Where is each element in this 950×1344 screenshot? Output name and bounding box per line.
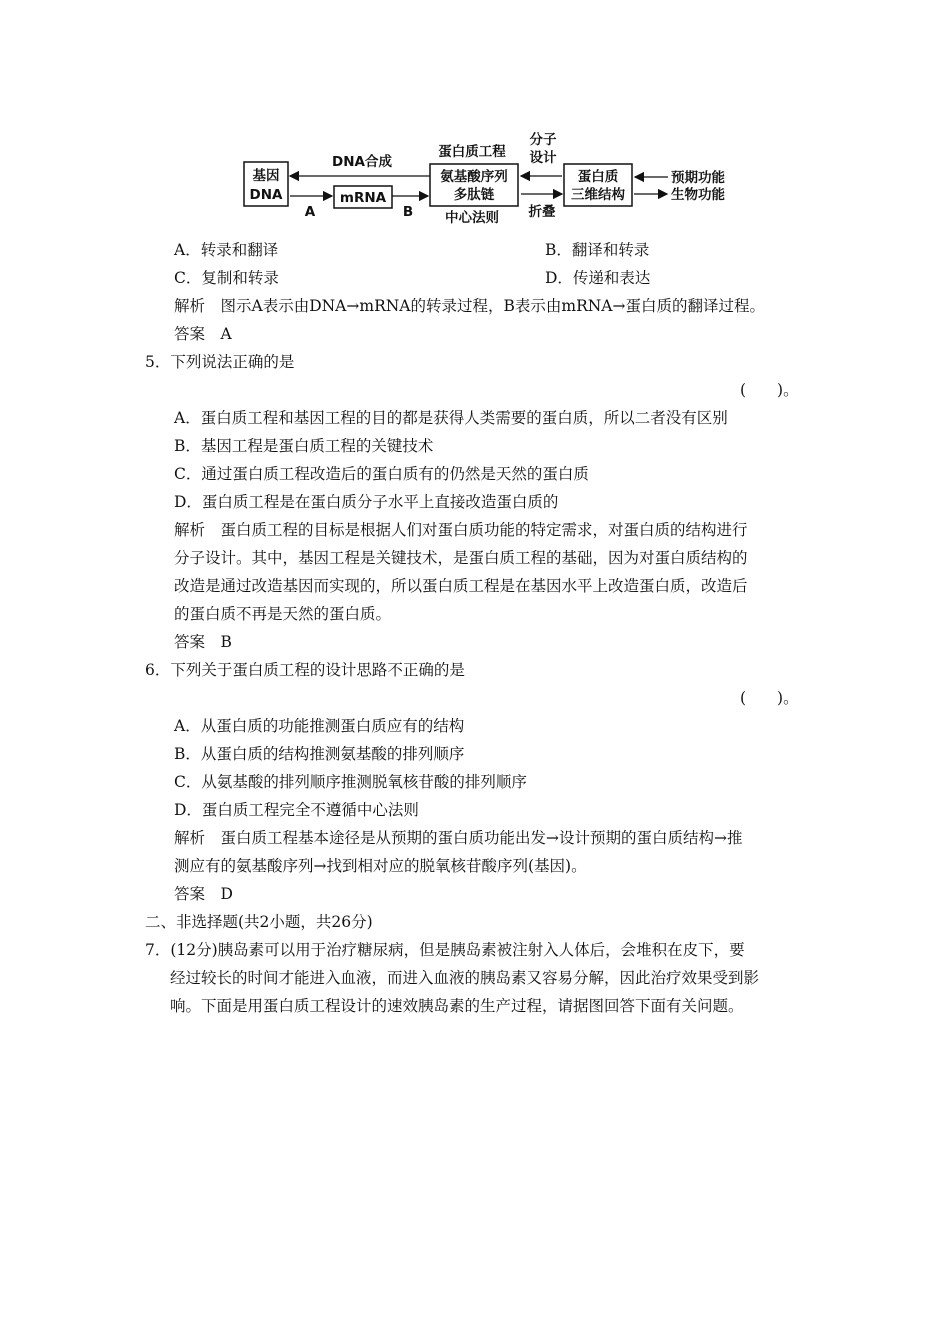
design-label: 设计 [529, 150, 557, 166]
protein-eng-label: 蛋白质工程 [438, 144, 506, 160]
q5-stem: 5．下列说法正确的是 [145, 353, 295, 371]
dna-synth-label: DNA合成 [332, 154, 392, 170]
q4-option-a: A．转录和翻译 [174, 241, 279, 259]
q5-bracket: ( )。 [740, 381, 799, 399]
q5-option-a: A．蛋白质工程和基因工程的目的都是获得人类需要的蛋白质，所以二者没有区别 [174, 409, 728, 427]
protein-engineering-diagram [240, 132, 740, 232]
q6-answer: 答案 D [174, 885, 233, 903]
mrna-label: mRNA [339, 190, 387, 206]
q4-option-c: C．复制和转录 [174, 269, 279, 287]
gene-label-2: DNA [249, 187, 283, 203]
q7-line-2: 经过较长的时间才能进入血液，而进入血液的胰岛素又容易分解，因此治疗效果受到影 [170, 969, 760, 987]
struct3d-label: 三维结构 [571, 187, 625, 203]
q6-option-a: A．从蛋白质的功能推测蛋白质应有的结构 [174, 717, 465, 735]
protein-label: 蛋白质 [577, 169, 619, 185]
q6-analysis-1: 解析 蛋白质工程基本途径是从预期的蛋白质功能出发→设计预期的蛋白质结构→推 [174, 829, 743, 847]
polypeptide-label: 多肽链 [453, 187, 495, 203]
molecule-label: 分子 [529, 132, 557, 148]
q6-bracket: ( )。 [740, 689, 799, 707]
section2-title: 二、非选择题(共2小题，共26分) [145, 913, 373, 931]
q7-line-3: 响。下面是用蛋白质工程设计的速效胰岛素的生产过程，请据图回答下面有关问题。 [170, 997, 744, 1015]
q5-analysis-4: 的蛋白质不再是天然的蛋白质。 [174, 605, 392, 623]
q5-option-d: D．蛋白质工程是在蛋白质分子水平上直接改造蛋白质的 [174, 493, 559, 511]
q5-option-b: B．基因工程是蛋白质工程的关键技术 [174, 437, 434, 455]
central-dogma-label: 中心法则 [445, 210, 499, 226]
q5-analysis-3: 改造是通过改造基因而实现的，所以蛋白质工程是在基因水平上改造蛋白质，改造后 [174, 577, 748, 595]
gene-label-1: 基因 [252, 168, 280, 184]
q7-line-1: 7．(12分)胰岛素可以用于治疗糖尿病，但是胰岛素被注射入人体后，会堆积在皮下，要 [145, 941, 745, 959]
q4-analysis: 解析 图示A表示由DNA→mRNA的转录过程，B表示由mRNA→蛋白质的翻译过程。 [174, 297, 765, 315]
q6-option-b: B．从蛋白质的结构推测氨基酸的排列顺序 [174, 745, 465, 763]
q5-option-c: C．通过蛋白质工程改造后的蛋白质有的仍然是天然的蛋白质 [174, 465, 589, 483]
q4-answer: 答案 A [174, 325, 232, 343]
q5-answer: 答案 B [174, 633, 232, 651]
fold-label: 折叠 [528, 204, 556, 220]
arrow-a-label: A [304, 204, 316, 220]
q4-option-b: B．翻译和转录 [545, 241, 650, 259]
expected-func-label: 预期功能 [671, 170, 725, 186]
q6-stem: 6．下列关于蛋白质工程的设计思路不正确的是 [145, 661, 465, 679]
q5-analysis-2: 分子设计。其中，基因工程是关键技术，是蛋白质工程的基础，因为对蛋白质结构的 [174, 549, 748, 567]
aa-seq-label: 氨基酸序列 [440, 169, 508, 185]
diagram-svg [240, 132, 740, 232]
bio-func-label: 生物功能 [671, 187, 725, 203]
q5-analysis-1: 解析 蛋白质工程的目标是根据人们对蛋白质功能的特定需求，对蛋白质的结构进行 [174, 521, 748, 539]
arrow-b-label: B [402, 204, 414, 220]
q4-option-d: D．传递和表达 [545, 269, 651, 287]
q6-analysis-2: 测应有的氨基酸序列→找到相对应的脱氧核苷酸序列(基因)。 [174, 857, 587, 875]
q6-option-c: C．从氨基酸的排列顺序推测脱氧核苷酸的排列顺序 [174, 773, 527, 791]
q6-option-d: D．蛋白质工程完全不遵循中心法则 [174, 801, 419, 819]
